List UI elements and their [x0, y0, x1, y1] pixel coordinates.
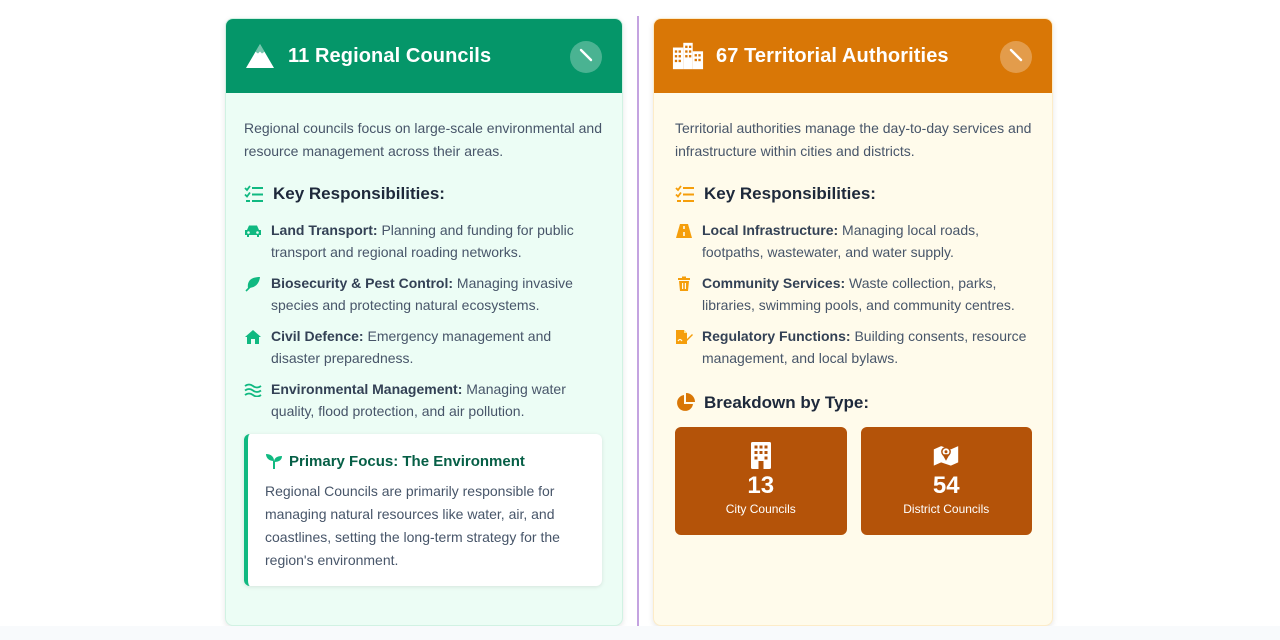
map-pin-icon: [933, 440, 959, 470]
primary-focus-text: Regional Councils are primarily responsible for managing natural resources like water, air, and coastlines, setting the long-term strategy for the region's environment.: [265, 483, 560, 568]
seedling-icon: [265, 452, 283, 470]
column-divider: [637, 16, 639, 626]
regional-card-header: [226, 19, 622, 93]
territorial-toggle-button[interactable]: [1000, 41, 1032, 73]
regional-responsibilities-list: [244, 220, 604, 422]
territorial-intro: Territorial authorities manage the day-to-day services and infrastructure within cities and districts.: [675, 120, 1032, 159]
slash-icon: [1009, 48, 1023, 67]
regional-intro: Regional councils focus on large-scale environmental and resource management across their areas.: [244, 120, 602, 159]
mountain-icon: [244, 40, 276, 72]
territorial-authorities-card: [653, 18, 1053, 626]
stat-label: District Councils: [903, 502, 990, 516]
territorial-responsibilities-heading: [675, 184, 1032, 204]
list-item: [675, 273, 1032, 316]
resp-label: Community Services:: [702, 275, 846, 291]
city-icon: [672, 40, 704, 72]
stat-value: 54: [932, 472, 960, 499]
page-bottom-strip: [0, 626, 1280, 640]
territorial-card-title: 67 Territorial Authorities: [716, 44, 949, 67]
stat-value: 13: [747, 472, 775, 499]
house-icon: [244, 328, 262, 346]
list-item: [244, 379, 604, 422]
car-icon: [244, 222, 262, 240]
regional-responsibilities-heading: [244, 184, 604, 204]
resp-label: Civil Defence:: [271, 328, 364, 344]
resp-text: Waste collection, parks, libraries, swimming pools, and community centres.: [702, 275, 1015, 313]
stat-label: City Councils: [725, 502, 796, 516]
building-icon: [748, 440, 774, 470]
road-icon: [675, 222, 693, 240]
resp-text: Managing water quality, flood protection, and air pollution.: [271, 381, 566, 419]
resp-label: Land Transport:: [271, 222, 378, 238]
stat-city-councils: [675, 427, 847, 535]
list-check-icon: [675, 184, 695, 204]
water-icon: [244, 381, 262, 399]
file-signature-icon: [675, 328, 693, 346]
territorial-responsibilities-title: Key Responsibilities:: [704, 184, 876, 203]
list-item: [675, 326, 1032, 369]
resp-label: Regulatory Functions:: [702, 328, 851, 344]
list-item: [675, 220, 1032, 263]
resp-label: Local Infrastructure:: [702, 222, 839, 238]
list-item: [244, 220, 604, 263]
regional-toggle-button[interactable]: [570, 41, 602, 73]
list-item: [244, 273, 604, 316]
resp-text: Building consents, resource management, and local bylaws.: [702, 328, 1027, 366]
resp-label: Environmental Management:: [271, 381, 463, 397]
breakdown-heading: [675, 393, 1032, 413]
resp-text: Planning and funding for public transport and regional roading networks.: [271, 222, 574, 260]
pie-chart-icon: [675, 393, 695, 413]
leaf-icon: [244, 275, 262, 293]
list-check-icon: [244, 184, 264, 204]
primary-focus-heading: [265, 452, 584, 470]
breakdown-title: Breakdown by Type:: [704, 393, 869, 412]
breakdown-stats: [675, 427, 1032, 535]
list-item: [244, 326, 604, 369]
primary-focus-box: [244, 434, 602, 586]
resp-label: Biosecurity & Pest Control:: [271, 275, 454, 291]
resp-text: Managing invasive species and protecting natural ecosystems.: [271, 275, 573, 313]
slash-icon: [579, 48, 593, 67]
regional-responsibilities-title: Key Responsibilities:: [273, 184, 445, 203]
resp-text: Managing local roads, footpaths, wastewater, and water supply.: [702, 222, 980, 260]
territorial-responsibilities-list: [675, 220, 1032, 369]
stat-district-councils: [861, 427, 1033, 535]
primary-focus-title: Primary Focus: The Environment: [289, 452, 525, 470]
trash-icon: [675, 275, 693, 293]
regional-card-title: 11 Regional Councils: [288, 44, 492, 67]
resp-text: Emergency management and disaster preparedness.: [271, 328, 552, 366]
regional-councils-card: [225, 18, 623, 626]
territorial-card-header: [654, 19, 1052, 93]
